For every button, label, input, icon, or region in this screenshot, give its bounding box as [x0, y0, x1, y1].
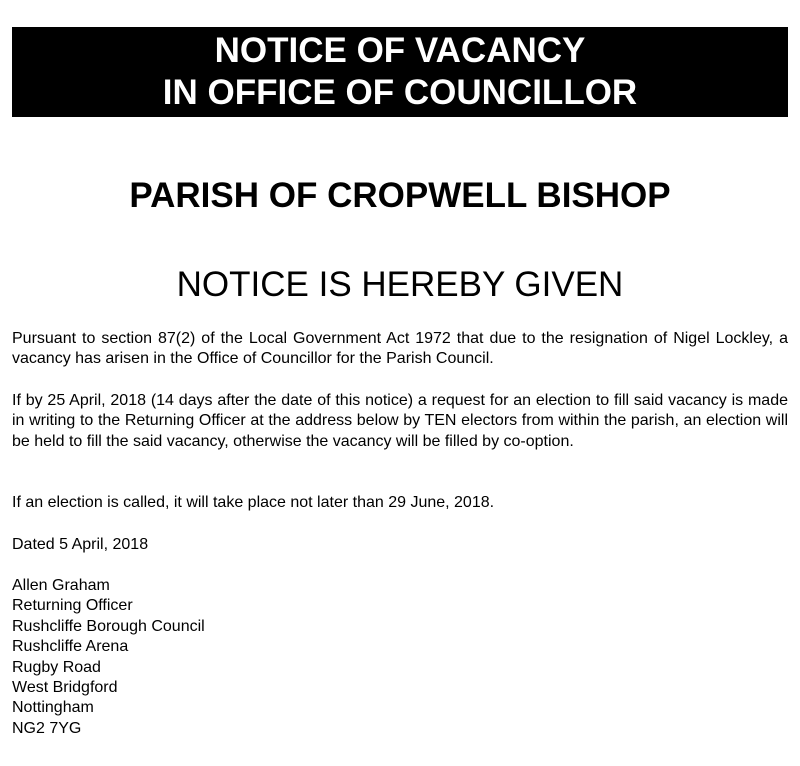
address-line-building: Rushcliffe Arena [12, 638, 129, 656]
address-line-council: Rushcliffe Borough Council [12, 617, 205, 635]
election-request-paragraph: If by 25 April, 2018 (14 days after the date of this notice) a request for an election to fill said vacancy is made in writing to the Returning Officer at the address below by TEN electors from within the parish, an election will be held to fill the said vacancy, otherwise the vacancy will be filled by co-option. [12, 392, 788, 450]
address-line-role: Returning Officer [12, 597, 133, 615]
notice-heading: NOTICE IS HEREBY GIVEN [176, 265, 624, 304]
address-line-area: West Bridgford [12, 679, 118, 697]
address-line-postcode: NG2 7YG [12, 719, 82, 737]
banner-title-line-1: NOTICE OF VACANCY [214, 31, 586, 70]
parish-title: PARISH OF CROPWELL BISHOP [129, 176, 671, 215]
election-date-paragraph: If an election is called, it will take place not later than 29 June, 2018. [12, 494, 495, 511]
banner-title-line-2: IN OFFICE OF COUNCILLOR [162, 73, 638, 112]
address-line-city: Nottingham [12, 699, 94, 717]
returning-officer-address [12, 576, 205, 739]
address-line-street: Rugby Road [12, 658, 101, 676]
dated-line: Dated 5 April, 2018 [12, 536, 149, 553]
vacancy-paragraph: Pursuant to section 87(2) of the Local Government Act 1972 that due to the resignation of Nigel Lockley, a vacancy has arisen in the Office of Councillor for the Parish Council. [12, 330, 788, 368]
notice-banner [12, 27, 788, 117]
address-line-name: Allen Graham [12, 577, 110, 594]
